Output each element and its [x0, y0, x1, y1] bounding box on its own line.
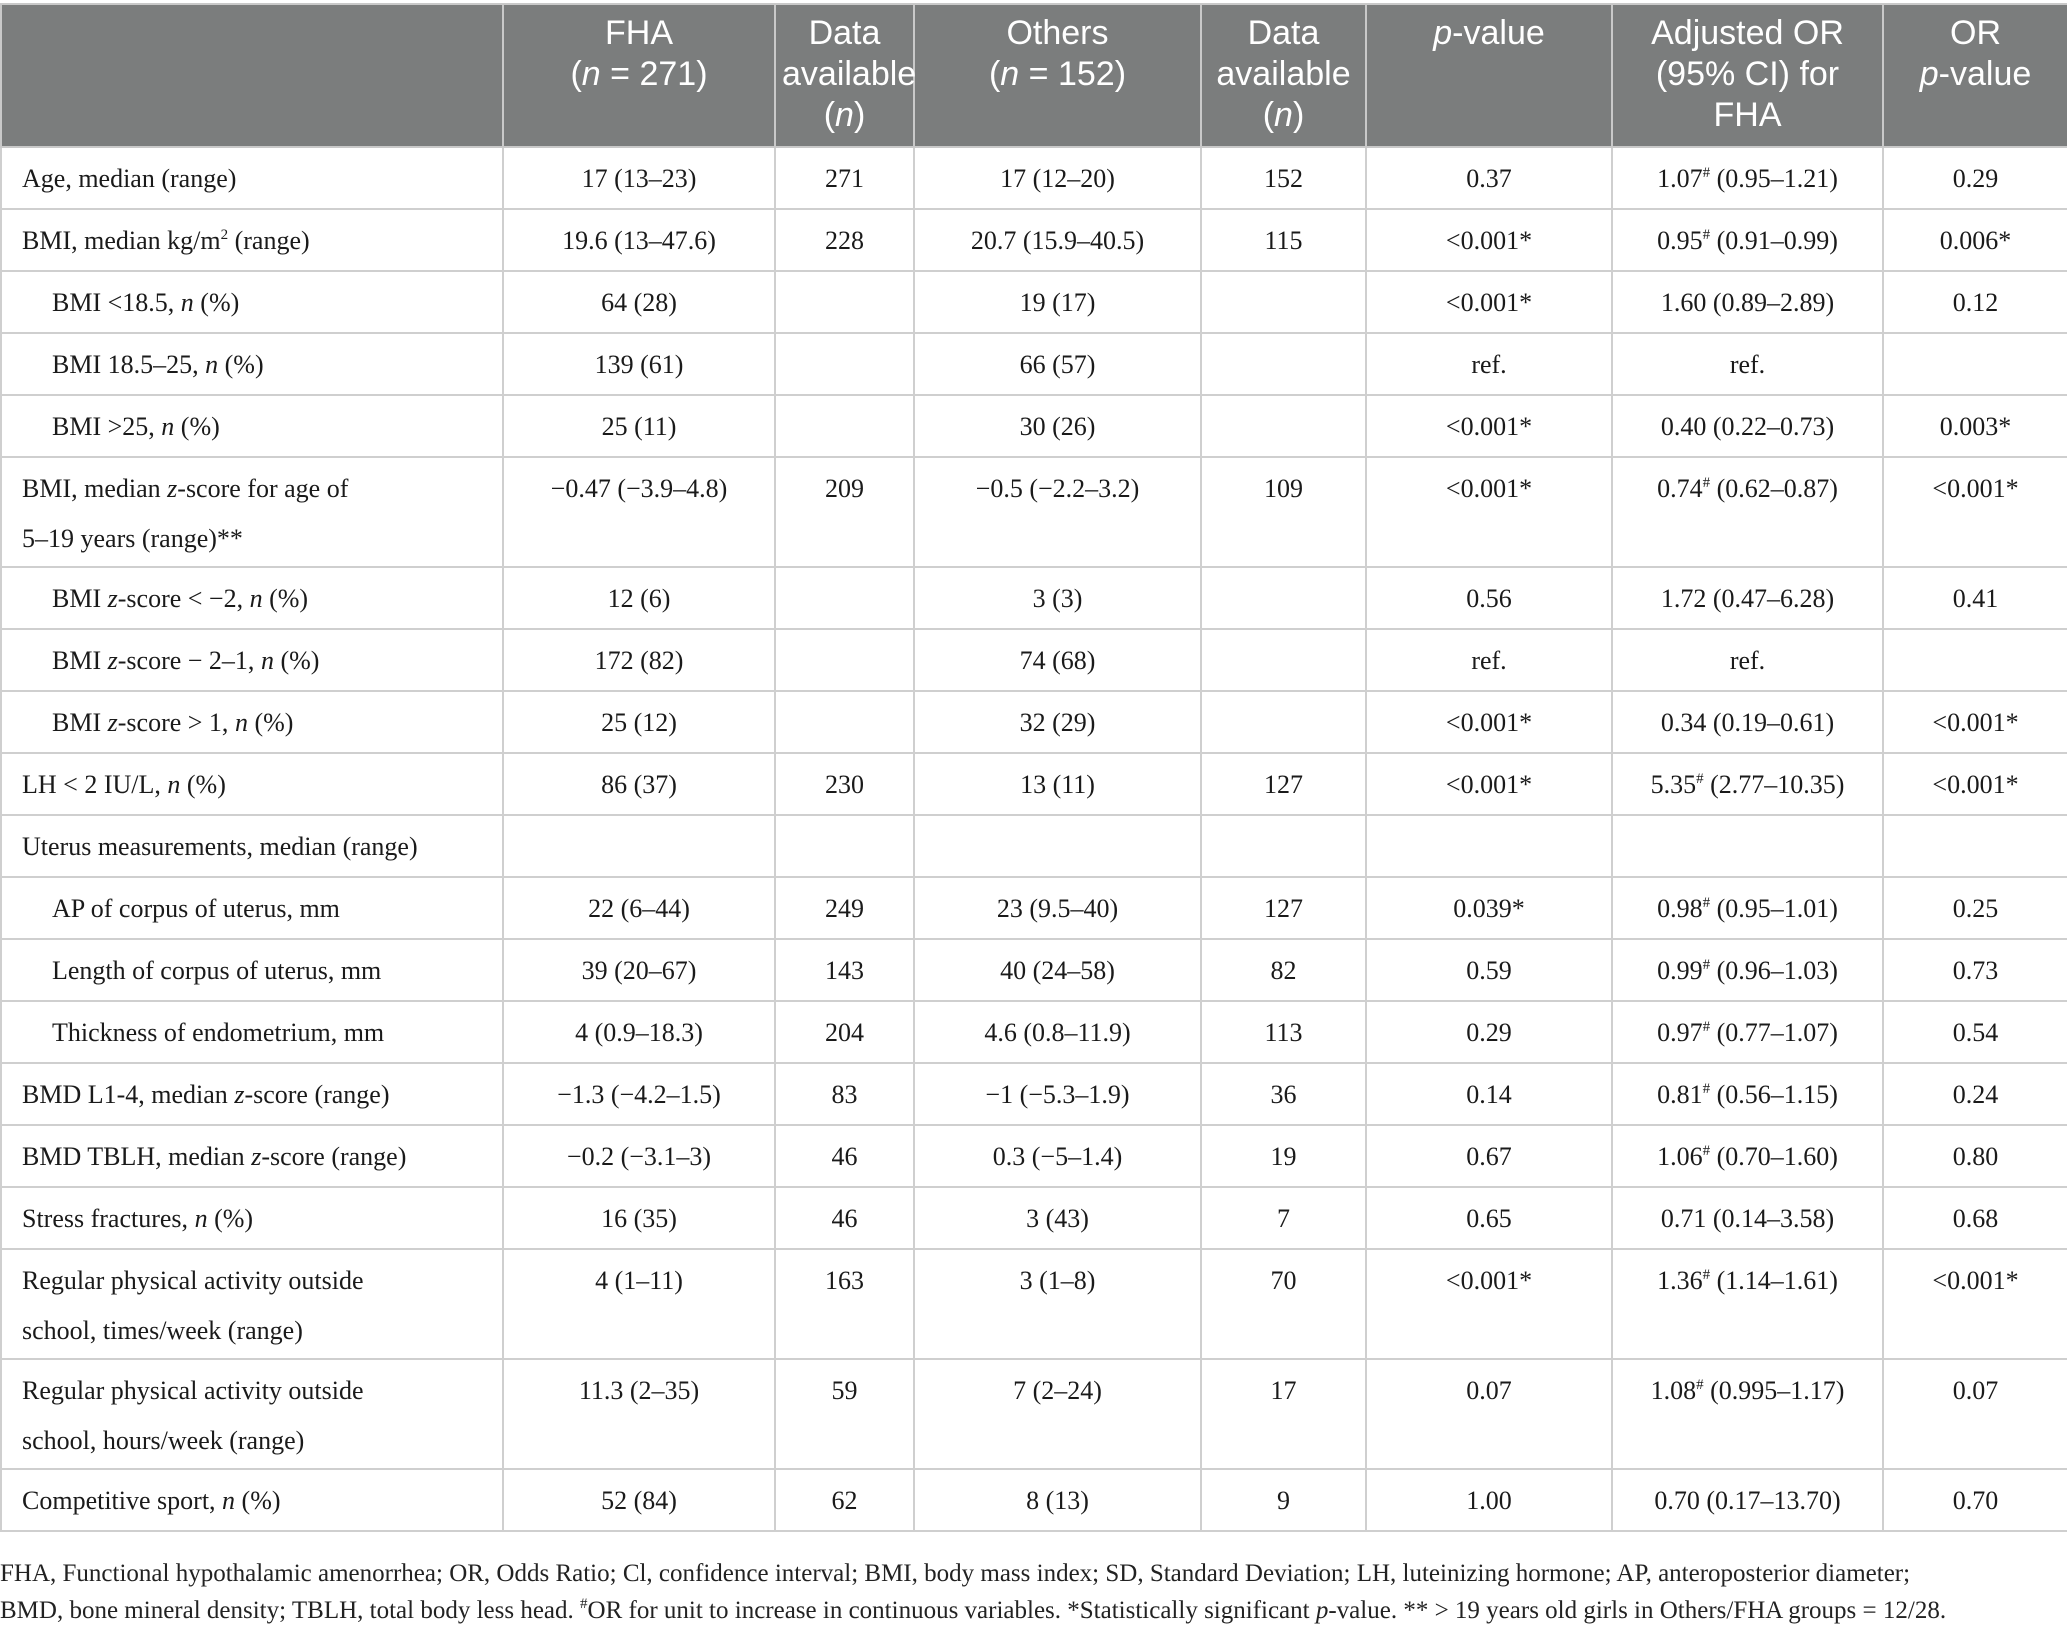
footnote-line-1: FHA, Functional hypothalamic amenorrhea; OR, Odds Ratio; Cl, confidence interval; BMI, body mass index; SD, Standard Deviation; LH, luteinizing hormone; AP, anteroposterior diameter; — [0, 1560, 1911, 1587]
table-row — [1, 1063, 2067, 1125]
cell-adjusted-or: 0.71 (0.14–3.58) — [1612, 1187, 1883, 1249]
cell-fha: 11.3 (2–35) — [503, 1359, 775, 1469]
cell-or-p-value: 0.24 — [1883, 1063, 2067, 1125]
cell-fha: 25 (11) — [503, 395, 775, 457]
cell-n-others — [1201, 395, 1366, 457]
cell-n-others: 113 — [1201, 1001, 1366, 1063]
cell-n-fha — [775, 395, 914, 457]
cell-p-value: <0.001* — [1366, 1249, 1612, 1359]
cell-adjusted-or: 0.40 (0.22–0.73) — [1612, 395, 1883, 457]
cell-or-p-value — [1883, 333, 2067, 395]
cell-or-p-value: 0.54 — [1883, 1001, 2067, 1063]
cell-fha: 52 (84) — [503, 1469, 775, 1531]
cell-p-value: 0.29 — [1366, 1001, 1612, 1063]
cell-p-value: 0.56 — [1366, 567, 1612, 629]
cell-fha: 86 (37) — [503, 753, 775, 815]
cell-p-value: 0.65 — [1366, 1187, 1612, 1249]
row-label: BMI <18.5, n (%) — [1, 271, 503, 333]
cell-others: 13 (11) — [914, 753, 1201, 815]
cell-n-others: 9 — [1201, 1469, 1366, 1531]
cell-p-value — [1366, 815, 1612, 877]
cell-n-fha: 271 — [775, 147, 914, 209]
row-label: BMI, median $kg/m^2$ (range) — [1, 209, 503, 271]
cell-n-others — [1201, 691, 1366, 753]
cell-n-fha: 59 — [775, 1359, 914, 1469]
header-p-value: p-value — [1366, 4, 1612, 147]
header-others: Others (n = 152) — [914, 4, 1201, 147]
table-row — [1, 1001, 2067, 1063]
cell-n-others — [1201, 629, 1366, 691]
table-row — [1, 939, 2067, 1001]
cell-p-value: <0.001* — [1366, 271, 1612, 333]
cell-or-p-value: <0.001* — [1883, 1249, 2067, 1359]
cell-others: 17 (12–20) — [914, 147, 1201, 209]
cell-fha: −0.47 (−3.9–4.8) — [503, 457, 775, 567]
cell-n-others: 152 — [1201, 147, 1366, 209]
table-row — [1, 1249, 2067, 1359]
row-label: Competitive sport, n (%) — [1, 1469, 503, 1531]
cell-p-value: <0.001* — [1366, 691, 1612, 753]
cell-n-fha: 62 — [775, 1469, 914, 1531]
cell-adjusted-or: 0.97# (0.77–1.07) — [1612, 1001, 1883, 1063]
cell-adjusted-or: ref. — [1612, 333, 1883, 395]
header-data-available-others: Data available (n) — [1201, 4, 1366, 147]
cell-adjusted-or: 1.36# (1.14–1.61) — [1612, 1249, 1883, 1359]
cell-n-others: 36 — [1201, 1063, 1366, 1125]
cell-or-p-value: 0.12 — [1883, 271, 2067, 333]
cell-fha: 4 (0.9–18.3) — [503, 1001, 775, 1063]
cell-n-fha: 209 — [775, 457, 914, 567]
table-row — [1, 691, 2067, 753]
cell-others: 3 (43) — [914, 1187, 1201, 1249]
cell-adjusted-or: 0.81# (0.56–1.15) — [1612, 1063, 1883, 1125]
cell-others: 66 (57) — [914, 333, 1201, 395]
table-row — [1, 271, 2067, 333]
cell-p-value: <0.001* — [1366, 753, 1612, 815]
cell-or-p-value: 0.73 — [1883, 939, 2067, 1001]
row-label: LH < 2 IU/L, n (%) — [1, 753, 503, 815]
cell-others: 40 (24–58) — [914, 939, 1201, 1001]
cell-adjusted-or: 1.08# (0.995–1.17) — [1612, 1359, 1883, 1469]
cell-others: 19 (17) — [914, 271, 1201, 333]
table-row — [1, 333, 2067, 395]
cell-adjusted-or: 1.60 (0.89–2.89) — [1612, 271, 1883, 333]
cell-p-value: 0.59 — [1366, 939, 1612, 1001]
cell-or-p-value — [1883, 815, 2067, 877]
cell-n-others — [1201, 271, 1366, 333]
table-row — [1, 395, 2067, 457]
cell-n-others: 115 — [1201, 209, 1366, 271]
cell-n-fha — [775, 629, 914, 691]
header-data-available-fha: Data available (n) — [775, 4, 914, 147]
cell-n-fha — [775, 333, 914, 395]
cell-n-others — [1201, 333, 1366, 395]
cell-or-p-value: <0.001* — [1883, 457, 2067, 567]
cell-or-p-value: 0.003* — [1883, 395, 2067, 457]
cell-n-fha: 230 — [775, 753, 914, 815]
cell-or-p-value: 0.07 — [1883, 1359, 2067, 1469]
cell-others: 30 (26) — [914, 395, 1201, 457]
row-label: BMI >25, n (%) — [1, 395, 503, 457]
table-row — [1, 209, 2067, 271]
cell-n-others: 70 — [1201, 1249, 1366, 1359]
cell-others: −0.5 (−2.2–3.2) — [914, 457, 1201, 567]
cell-p-value: 0.14 — [1366, 1063, 1612, 1125]
cell-p-value: 0.07 — [1366, 1359, 1612, 1469]
table-row — [1, 1469, 2067, 1531]
table-row — [1, 815, 2067, 877]
cell-p-value: <0.001* — [1366, 457, 1612, 567]
row-label: BMI, median z-score for age of 5–19 years (range)** — [1, 457, 503, 567]
cell-n-fha: 83 — [775, 1063, 914, 1125]
cell-n-fha: 228 — [775, 209, 914, 271]
header-adjusted-or: Adjusted OR (95% CI) for FHA — [1612, 4, 1883, 147]
cell-or-p-value: 0.006* — [1883, 209, 2067, 271]
cell-fha: 139 (61) — [503, 333, 775, 395]
cell-others: 0.3 (−5–1.4) — [914, 1125, 1201, 1187]
row-label: Uterus measurements, median (range) — [1, 815, 503, 877]
cell-n-fha — [775, 567, 914, 629]
cell-p-value: 0.67 — [1366, 1125, 1612, 1187]
header-fha: FHA (n = 271) — [503, 4, 775, 147]
cell-adjusted-or: 1.72 (0.47–6.28) — [1612, 567, 1883, 629]
table-footnote — [0, 1555, 2067, 1629]
cell-adjusted-or: 0.70 (0.17–13.70) — [1612, 1469, 1883, 1531]
cell-others: 74 (68) — [914, 629, 1201, 691]
row-label: BMI z-score < −2, n (%) — [1, 567, 503, 629]
table-row — [1, 629, 2067, 691]
table-row — [1, 147, 2067, 209]
table-row — [1, 877, 2067, 939]
cell-n-others: 82 — [1201, 939, 1366, 1001]
row-label: BMD TBLH, median z-score (range) — [1, 1125, 503, 1187]
row-label: Age, median (range) — [1, 147, 503, 209]
table-row — [1, 1125, 2067, 1187]
cell-adjusted-or: 0.74# (0.62–0.87) — [1612, 457, 1883, 567]
cell-fha: 39 (20–67) — [503, 939, 775, 1001]
cell-fha: −0.2 (−3.1–3) — [503, 1125, 775, 1187]
cell-adjusted-or: ref. — [1612, 629, 1883, 691]
header-variable — [1, 4, 503, 147]
row-label: Stress fractures, n (%) — [1, 1187, 503, 1249]
cell-or-p-value: 0.70 — [1883, 1469, 2067, 1531]
cell-or-p-value: <0.001* — [1883, 691, 2067, 753]
cell-adjusted-or: 5.35# (2.77–10.35) — [1612, 753, 1883, 815]
cell-fha: 172 (82) — [503, 629, 775, 691]
cell-or-p-value: 0.41 — [1883, 567, 2067, 629]
cell-or-p-value: <0.001* — [1883, 753, 2067, 815]
cell-n-others: 17 — [1201, 1359, 1366, 1469]
cell-n-others: 127 — [1201, 877, 1366, 939]
cell-adjusted-or: 0.95# (0.91–0.99) — [1612, 209, 1883, 271]
cell-adjusted-or: 0.34 (0.19–0.61) — [1612, 691, 1883, 753]
cell-p-value: 0.37 — [1366, 147, 1612, 209]
cell-fha: 12 (6) — [503, 567, 775, 629]
table-row — [1, 753, 2067, 815]
cell-p-value: 0.039* — [1366, 877, 1612, 939]
table-row — [1, 567, 2067, 629]
cell-adjusted-or: 0.98# (0.95–1.01) — [1612, 877, 1883, 939]
cell-or-p-value: 0.80 — [1883, 1125, 2067, 1187]
cell-or-p-value: 0.68 — [1883, 1187, 2067, 1249]
cell-n-others: 127 — [1201, 753, 1366, 815]
cell-n-fha: 204 — [775, 1001, 914, 1063]
row-label: Length of corpus of uterus, mm — [1, 939, 503, 1001]
table-row — [1, 1187, 2067, 1249]
table-row — [1, 457, 2067, 567]
cell-n-fha: 163 — [775, 1249, 914, 1359]
row-label: BMI 18.5–25, n (%) — [1, 333, 503, 395]
row-label: BMI z-score − 2–1, n (%) — [1, 629, 503, 691]
cell-n-others: 7 — [1201, 1187, 1366, 1249]
cell-adjusted-or: 1.06# (0.70–1.60) — [1612, 1125, 1883, 1187]
cell-n-others: 19 — [1201, 1125, 1366, 1187]
results-table — [0, 3, 2067, 1532]
row-label: Regular physical activity outside school, hours/week (range) — [1, 1359, 503, 1469]
cell-or-p-value: 0.25 — [1883, 877, 2067, 939]
row-label: Thickness of endometrium, mm — [1, 1001, 503, 1063]
cell-others: 8 (13) — [914, 1469, 1201, 1531]
row-label: BMD L1-4, median z-score (range) — [1, 1063, 503, 1125]
cell-n-fha: 46 — [775, 1125, 914, 1187]
table-header-row — [1, 4, 2067, 147]
cell-fha: 64 (28) — [503, 271, 775, 333]
cell-others: 3 (1–8) — [914, 1249, 1201, 1359]
cell-others: −1 (−5.3–1.9) — [914, 1063, 1201, 1125]
row-label: BMI z-score > 1, n (%) — [1, 691, 503, 753]
cell-p-value: <0.001* — [1366, 209, 1612, 271]
row-label: Regular physical activity outside school, times/week (range) — [1, 1249, 503, 1359]
cell-n-fha: 249 — [775, 877, 914, 939]
cell-n-fha — [775, 271, 914, 333]
cell-fha: 4 (1–11) — [503, 1249, 775, 1359]
cell-n-others: 109 — [1201, 457, 1366, 567]
cell-fha: 16 (35) — [503, 1187, 775, 1249]
cell-n-fha: 143 — [775, 939, 914, 1001]
cell-others: 3 (3) — [914, 567, 1201, 629]
cell-p-value: ref. — [1366, 629, 1612, 691]
cell-fha — [503, 815, 775, 877]
cell-n-others — [1201, 815, 1366, 877]
cell-others: 4.6 (0.8–11.9) — [914, 1001, 1201, 1063]
cell-n-fha — [775, 815, 914, 877]
cell-n-others — [1201, 567, 1366, 629]
cell-p-value: ref. — [1366, 333, 1612, 395]
cell-fha: 22 (6–44) — [503, 877, 775, 939]
cell-others: 20.7 (15.9–40.5) — [914, 209, 1201, 271]
cell-adjusted-or: 1.07# (0.95–1.21) — [1612, 147, 1883, 209]
cell-others — [914, 815, 1201, 877]
cell-others: 32 (29) — [914, 691, 1201, 753]
cell-others: 23 (9.5–40) — [914, 877, 1201, 939]
cell-adjusted-or — [1612, 815, 1883, 877]
cell-n-fha: 46 — [775, 1187, 914, 1249]
cell-or-p-value: 0.29 — [1883, 147, 2067, 209]
cell-or-p-value — [1883, 629, 2067, 691]
cell-fha: −1.3 (−4.2–1.5) — [503, 1063, 775, 1125]
cell-fha: 19.6 (13–47.6) — [503, 209, 775, 271]
cell-others: 7 (2–24) — [914, 1359, 1201, 1469]
row-label: AP of corpus of uterus, mm — [1, 877, 503, 939]
table-row — [1, 1359, 2067, 1469]
cell-n-fha — [775, 691, 914, 753]
cell-adjusted-or: 0.99# (0.96–1.03) — [1612, 939, 1883, 1001]
cell-fha: 17 (13–23) — [503, 147, 775, 209]
cell-fha: 25 (12) — [503, 691, 775, 753]
header-or-p-value: OR p-value — [1883, 4, 2067, 147]
cell-p-value: 1.00 — [1366, 1469, 1612, 1531]
footnote-line-2: BMD, bone mineral density; TBLH, total body less head. #OR for unit to increase in continuous variables. *Statistically significant p-value. ** > 19 years old girls in Others/FHA groups = 12/28. — [0, 1596, 1947, 1624]
cell-p-value: <0.001* — [1366, 395, 1612, 457]
